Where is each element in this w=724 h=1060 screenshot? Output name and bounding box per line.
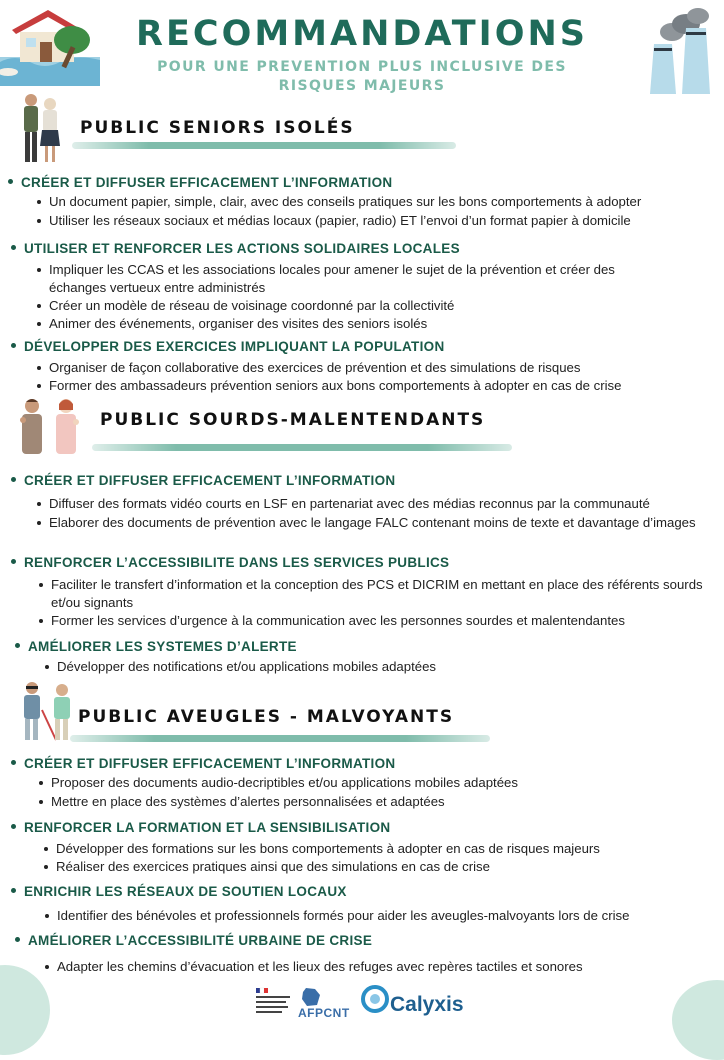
list-item [49, 297, 709, 315]
list-item-text: Faciliter le transfert d’information et la conception des PCS et DICRIM en mettant en place des référents sourds et/ou signants [51, 577, 703, 610]
bullet-icon [11, 824, 16, 829]
france-map-icon [300, 986, 322, 1008]
list-item-text: Développer des formations sur les bons comportements à adopter en cas de risques majeurs [56, 841, 600, 856]
list-item-text: Former des ambassadeurs prévention seniors aux bons comportements à adopter en cas de crise [49, 378, 622, 393]
list-item-text: Mettre en place des systèmes d’alertes personnalisées et adaptées [51, 794, 445, 809]
list-item-text: Créer un modèle de réseau de voisinage coordonné par la collectivité [49, 298, 455, 313]
list-item-text: Impliquer les CCAS et les associations locales pour amener le sujet de la prévention et créer des échanges vertueux entre administrés [49, 262, 615, 295]
list-item [49, 193, 709, 211]
list-item-text: Former les services d’urgence à la communication avec les personnes sourdes et malentendantes [51, 613, 625, 628]
group-heading-label: CRÉER ET DIFFUSER EFFICACEMENT L’INFORMATION [21, 175, 393, 190]
list-item [51, 612, 719, 630]
group-heading-label: RENFORCER LA FORMATION ET LA SENSIBILISATION [24, 820, 391, 835]
list-item-text: Un document papier, simple, clair, avec des conseils pratiques sur les bons comportements à adopter [49, 194, 642, 209]
calyxis-logo: Calyxis [390, 993, 464, 1016]
section-underline [72, 142, 456, 149]
bullet-icon [37, 200, 41, 204]
list-item-text: Elaborer des documents de prévention avec le langage FALC contenant moins de texte et davantage d’images [49, 515, 696, 530]
section-underline [92, 444, 512, 451]
list-item [49, 261, 669, 297]
subtitle-line-1: POUR UNE PREVENTION PLUS INCLUSIVE DES [157, 59, 567, 75]
calyxis-logo-icon [360, 984, 390, 1014]
group-heading [11, 241, 460, 256]
bullet-icon [11, 760, 16, 765]
list-item [49, 315, 709, 333]
group-heading [8, 175, 392, 190]
bullet-icon [39, 800, 43, 804]
group-heading-label: AMÉLIORER L’ACCESSIBILITÉ URBAINE DE CRISE [28, 933, 373, 948]
bullet-icon [45, 914, 49, 918]
group-heading [11, 820, 390, 835]
bullet-icon [11, 559, 16, 564]
subtitle-line-2: RISQUES MAJEURS [278, 78, 446, 94]
list-item [49, 514, 697, 532]
bullet-icon [45, 965, 49, 969]
page-subtitle [130, 58, 594, 96]
afpcnt-logo: AFPCNT [298, 1006, 350, 1020]
list-item-text: Identifier des bénévoles et professionnels formés pour aider les aveugles-malvoyants lors de crise [57, 908, 630, 923]
bullet-icon [37, 304, 41, 308]
bullet-icon [37, 268, 41, 272]
list-item-text: Animer des événements, organiser des visites des seniors isolés [49, 316, 428, 331]
bullet-icon [15, 937, 20, 942]
bullet-icon [37, 366, 41, 370]
group-heading [11, 756, 395, 771]
bullet-icon [15, 643, 20, 648]
list-item [49, 359, 709, 377]
group-heading-label: ENRICHIR LES RÉSEAUX DE SOUTIEN LOCAUX [24, 884, 347, 899]
bullet-icon [11, 245, 16, 250]
bullet-icon [11, 888, 16, 893]
group-heading-label: UTILISER ET RENFORCER LES ACTIONS SOLIDAIRES LOCALES [24, 241, 460, 256]
list-item [49, 377, 709, 395]
list-item-text: Diffuser des formats vidéo courts en LSF en partenariat avec des médias reconnus par la communauté [49, 496, 650, 511]
bullet-icon [37, 384, 41, 388]
list-item-text: Développer des notifications et/ou applications mobiles adaptées [57, 659, 437, 674]
list-item-text: Utiliser les réseaux sociaux et médias locaux (papier, radio) ET l’envoi d’un format papier à domicile [49, 213, 631, 228]
list-item [56, 858, 716, 876]
list-item [51, 774, 711, 792]
group-heading-label: RENFORCER L’ACCESSIBILITE DANS LES SERVICES PUBLICS [24, 555, 450, 570]
seniors-couple-icon [18, 92, 64, 166]
list-item [51, 793, 711, 811]
group-heading-label: DÉVELOPPER DES EXERCICES IMPLIQUANT LA POPULATION [24, 339, 445, 354]
bullet-icon [45, 665, 49, 669]
list-item [57, 907, 717, 925]
ministry-logo [256, 986, 296, 1020]
group-heading-label: AMÉLIORER LES SYSTEMES D’ALERTE [28, 639, 297, 654]
list-item [57, 658, 697, 676]
list-item [49, 212, 709, 230]
group-heading [15, 639, 297, 654]
bullet-icon [39, 583, 43, 587]
list-item-text: Proposer des documents audio-decriptibles et/ou applications mobiles adaptées [51, 775, 518, 790]
group-heading [11, 555, 449, 570]
decor-blob-left [0, 965, 50, 1055]
list-item [51, 576, 719, 612]
bullet-icon [37, 322, 41, 326]
bullet-icon [44, 865, 48, 869]
bullet-icon [39, 619, 43, 623]
list-item-text: Réaliser des exercices pratiques ainsi que des simulations en cas de crise [56, 859, 490, 874]
section-title-aveugles: PUBLIC AVEUGLES - MALVOYANTS [78, 707, 455, 727]
bullet-icon [44, 847, 48, 851]
bullet-icon [11, 477, 16, 482]
bullet-icon [37, 521, 41, 525]
list-item [57, 958, 717, 976]
group-heading [11, 473, 395, 488]
bullet-icon [37, 219, 41, 223]
list-item [56, 840, 716, 858]
page-title: RECOMMANDATIONS [136, 14, 588, 54]
section-title-seniors: PUBLIC SENIORS ISOLÉS [80, 118, 355, 138]
group-heading [15, 933, 372, 948]
decor-blob-right [672, 980, 724, 1060]
bullet-icon [11, 343, 16, 348]
bullet-icon [39, 781, 43, 785]
section-title-sourds: PUBLIC SOURDS-MALENTENDANTS [100, 410, 486, 430]
list-item [49, 495, 717, 513]
list-item-text: Adapter les chemins d’évacuation et les lieux des refuges avec repères tactiles et sonores [57, 959, 583, 974]
bullet-icon [8, 179, 13, 184]
blind-person-icon [16, 680, 82, 742]
group-heading-label: CRÉER ET DIFFUSER EFFICACEMENT L’INFORMATION [24, 756, 396, 771]
bullet-icon [37, 502, 41, 506]
group-heading-label: CRÉER ET DIFFUSER EFFICACEMENT L’INFORMATION [24, 473, 396, 488]
group-heading [11, 884, 347, 899]
group-heading [11, 339, 445, 354]
sign-language-couple-icon [16, 396, 86, 458]
section-underline [70, 735, 490, 742]
list-item-text: Organiser de façon collaborative des exercices de prévention et des simulations de risques [49, 360, 581, 375]
